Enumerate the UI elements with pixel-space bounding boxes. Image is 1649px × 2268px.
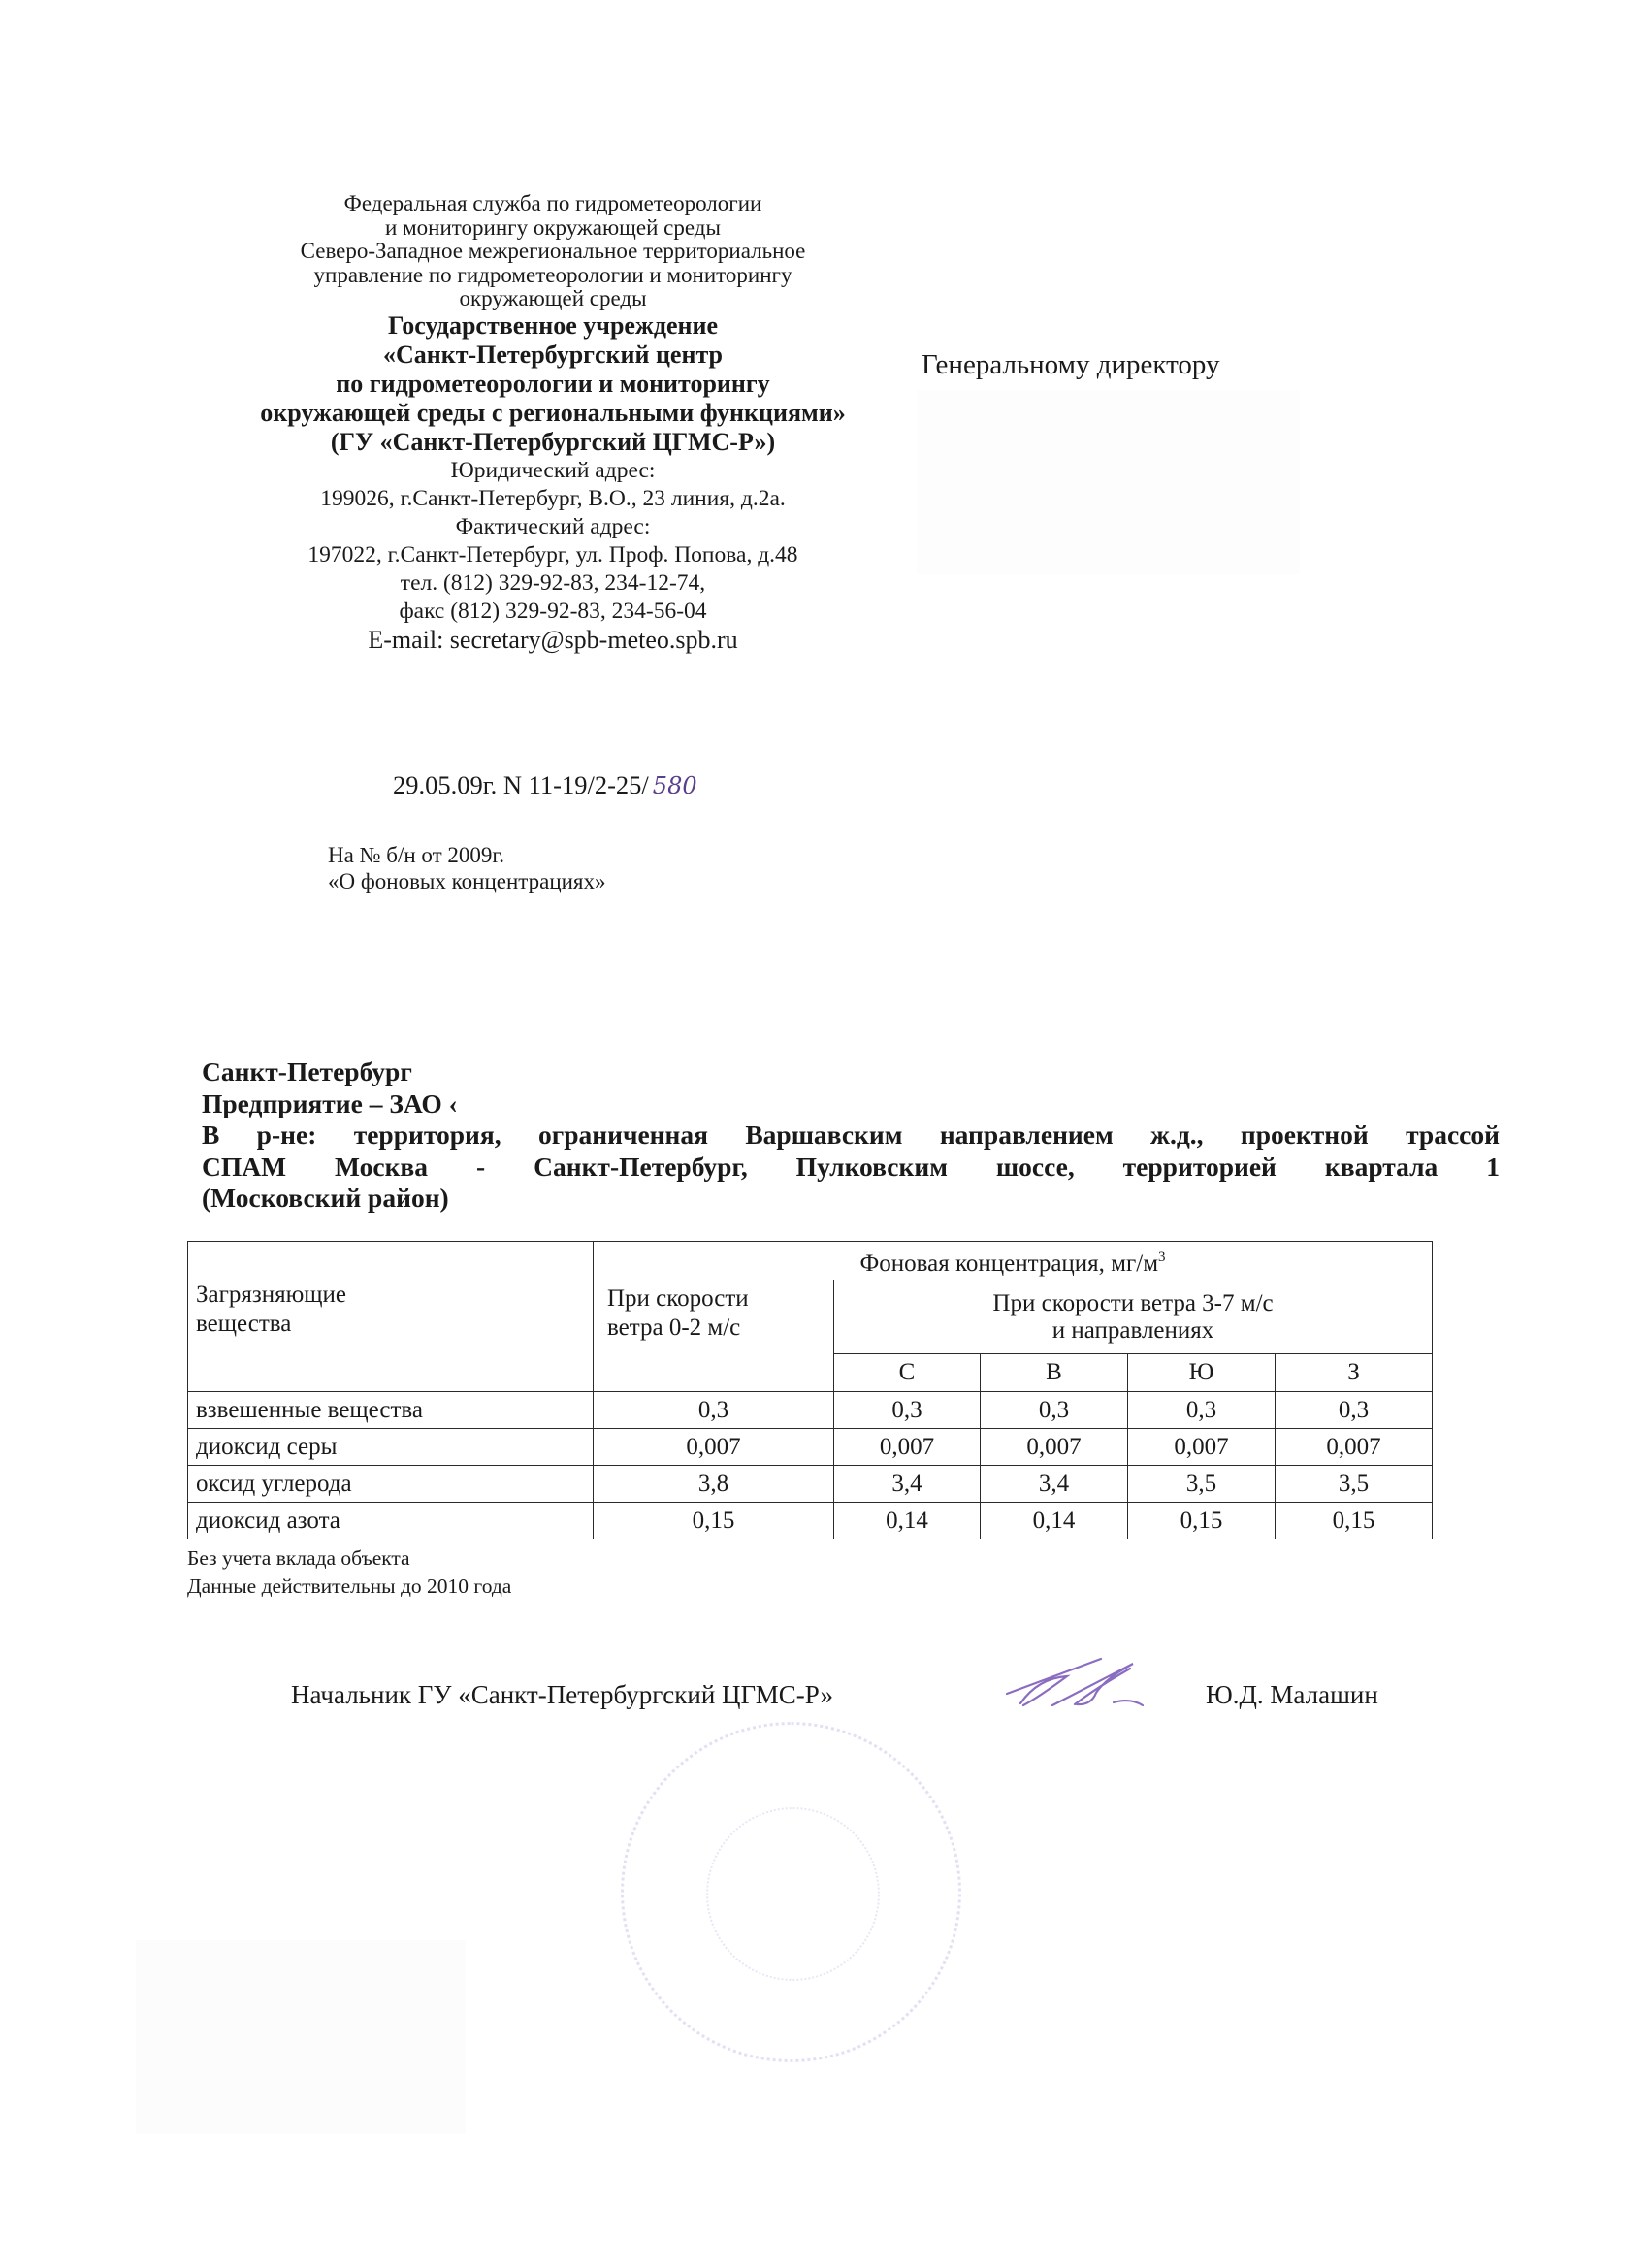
value-north: 0,3: [834, 1392, 981, 1429]
value-west: 0,15: [1276, 1503, 1433, 1539]
pollutant-name: оксид углерода: [188, 1466, 594, 1503]
value-east: 0,14: [981, 1503, 1128, 1539]
area-description-line: В р-не: территория, ограниченная Варшавским направлением ж.д., проектной трассой: [202, 1119, 1500, 1150]
address-line: Фактический адрес:: [455, 513, 651, 539]
org-name-line: «Санкт-Петербургский центр: [382, 340, 723, 369]
value-north: 3,4: [834, 1466, 981, 1503]
header-wind-line: и направлениях: [1051, 1316, 1214, 1344]
reply-reference: [328, 842, 606, 894]
pollutant-name: взвешенные вещества: [188, 1392, 594, 1429]
table-row: [188, 1503, 1433, 1539]
header-pollutants: [188, 1242, 594, 1392]
stamp-emblem: [706, 1807, 880, 1981]
agency-line: и мониторингу окружающей среды: [385, 214, 721, 240]
note-line: Без учета вклада объекта: [187, 1546, 410, 1570]
outgoing-reference: [393, 770, 697, 800]
header-pollutants-label: Загрязняющие вещества: [196, 1281, 347, 1337]
header-direction-north: С: [834, 1354, 981, 1392]
value-calm: 3,8: [594, 1466, 834, 1503]
address-line: факс (812) 329-92-83, 234-56-04: [399, 598, 707, 624]
recipient-title: Генеральному директору: [922, 349, 1220, 380]
signatory-name: Ю.Д. Малашин: [1206, 1680, 1378, 1709]
background-concentration-table: [187, 1241, 1433, 1539]
address-line: 197022, г.Санкт-Петербург, ул. Проф. Попова, д.48: [307, 541, 798, 567]
value-south: 0,15: [1128, 1503, 1276, 1539]
header-background-concentration: [594, 1242, 1433, 1280]
agency-line: окружающей среды: [459, 286, 647, 311]
pollutant-name: диоксид азота: [188, 1503, 594, 1539]
letter-subject: «О фоновых концентрациях»: [328, 869, 606, 893]
table-row: [188, 1466, 1433, 1503]
area-description-line: (Московский район): [202, 1183, 449, 1213]
address-line: Юридический адрес:: [450, 457, 656, 483]
date-and-number: 29.05.09г. N 11-19/2-25/: [393, 770, 649, 799]
org-name-line: (ГУ «Санкт-Петербургский ЦГМС-Р»): [330, 427, 776, 456]
pollutant-name: диоксид серы: [188, 1429, 594, 1466]
value-north: 0,14: [834, 1503, 981, 1539]
table-notes: [187, 1544, 511, 1601]
header-calm-label: При скорости ветра 0-2 м/с: [607, 1285, 749, 1341]
area-description-line: СПАМ Москва - Санкт-Петербург, Пулковским шоссе, территорией квартала 1: [202, 1150, 1500, 1182]
email-line: E-mail: secretary@spb-meteo.spb.ru: [368, 625, 738, 654]
unit-superscript: 3: [1158, 1249, 1166, 1265]
city: Санкт-Петербург: [202, 1056, 412, 1086]
handwritten-number: 580: [652, 772, 697, 799]
org-name-line: по гидрометеорологии и мониторингу: [336, 369, 770, 398]
official-stamp: [621, 1722, 961, 2062]
org-name-line: окружающей среды с региональными функциями»: [260, 398, 846, 427]
header-concentration-label: Фоновая концентрация, мг/м: [859, 1250, 1159, 1277]
value-west: 0,007: [1276, 1429, 1433, 1466]
header-wind-line: При скорости ветра 3-7 м/с: [992, 1289, 1274, 1316]
value-calm: 0,3: [594, 1392, 834, 1429]
value-east: 0,3: [981, 1392, 1128, 1429]
signatory-title: Начальник ГУ «Санкт-Петербургский ЦГМС-Р»: [291, 1680, 833, 1709]
redacted-recipient-area: [917, 390, 1300, 574]
header-direction-east: В: [981, 1354, 1128, 1392]
address-line: тел. (812) 329-92-83, 234-12-74,: [400, 569, 706, 596]
org-name-line: Государственное учреждение: [387, 310, 719, 340]
agency-line: Северо-Западное межрегиональное территориальное: [300, 239, 806, 264]
enterprise: Предприятие – ЗАО ‹: [202, 1087, 458, 1118]
reply-to-line: На № б/н от 2009г.: [328, 843, 505, 867]
value-calm: 0,15: [594, 1503, 834, 1539]
value-south: 0,3: [1128, 1392, 1276, 1429]
handwritten-signature-icon: [999, 1649, 1193, 1727]
header-calm-wind: [594, 1280, 834, 1392]
subject-block: [202, 1056, 1500, 1215]
agency-line: Федеральная служба по гидрометеорологии: [343, 191, 762, 215]
address-line: 199026, г.Санкт-Петербург, В.О., 23 линия, д.2а.: [320, 485, 786, 511]
value-south: 0,007: [1128, 1429, 1276, 1466]
header-wind-directions: [834, 1280, 1433, 1354]
agency-line: управление по гидрометеорологии и мониторингу: [313, 262, 792, 287]
note-line: Данные действительны до 2010 года: [187, 1574, 512, 1598]
value-north: 0,007: [834, 1429, 981, 1466]
value-east: 3,4: [981, 1466, 1128, 1503]
header-direction-west: З: [1276, 1354, 1433, 1392]
table-row: [188, 1429, 1433, 1466]
letterhead: [184, 192, 922, 655]
value-south: 3,5: [1128, 1466, 1276, 1503]
table-row: [188, 1392, 1433, 1429]
value-calm: 0,007: [594, 1429, 834, 1466]
value-east: 0,007: [981, 1429, 1128, 1466]
value-west: 3,5: [1276, 1466, 1433, 1503]
value-west: 0,3: [1276, 1392, 1433, 1429]
redacted-area: [136, 1940, 466, 2134]
header-direction-south: Ю: [1128, 1354, 1276, 1392]
